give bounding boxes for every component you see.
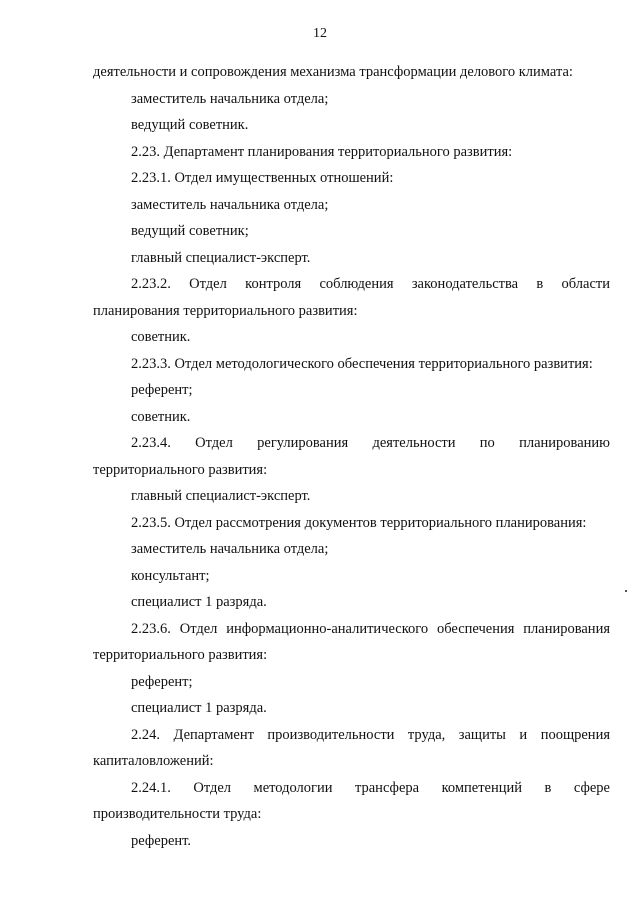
text-line: 2.23.4. Отдел регулирования деятельности по планированию [131, 435, 610, 451]
text-line: территориального развития: [93, 647, 268, 663]
text-line: заместитель начальника отдела; [131, 196, 329, 213]
text-line: референт. [131, 832, 192, 849]
text-line: 2.23. Департамент планирования территориального развития: [131, 143, 513, 160]
text-line: 2.23.5. Отдел рассмотрения документов территориального планирования: [131, 514, 587, 531]
text-line: 2.24. Департамент производительности труда, защиты и поощрения [131, 726, 610, 743]
text-line: 2.23.3. Отдел методологического обеспечения территориального развития: [131, 355, 593, 372]
text-line: советник. [131, 408, 191, 425]
text-line: референт; [131, 673, 193, 690]
text-line: советник. [131, 329, 191, 345]
text-line: производительности труда: [93, 806, 262, 822]
text-line: 2.23.6. Отдел информационно-аналитического обеспечения планирования [131, 620, 610, 637]
text-line: территориального развития: [93, 461, 268, 478]
text-line: референт; [131, 382, 193, 398]
text-line: 2.23.2. Отдел контроля соблюдения законодательства в области [131, 276, 610, 292]
scan-speck [625, 590, 627, 592]
text-line: 2.24.1. Отдел методологии трансфера компетенций в сфере [131, 779, 610, 796]
document-body [93, 59, 610, 854]
text-line: главный специалист-эксперт. [131, 488, 311, 504]
text-line: главный специалист-эксперт. [131, 249, 311, 266]
text-line: ведущий советник; [131, 223, 249, 239]
text-line: деятельности и сопровождения механизма трансформации делового климата: [93, 64, 573, 80]
text-line: специалист 1 разряда. [131, 594, 267, 610]
text-line: заместитель начальника отдела; [131, 541, 329, 557]
text-line: капиталовложений: [93, 753, 214, 769]
text-line: планирования территориального развития: [93, 302, 358, 319]
page-number: 12 [313, 26, 327, 41]
text-line: ведущий советник. [131, 117, 249, 133]
text-line: 2.23.1. Отдел имущественных отношений: [131, 170, 394, 186]
text-line: консультант; [131, 567, 210, 584]
text-line: специалист 1 разряда. [131, 700, 267, 716]
text-line: заместитель начальника отдела; [131, 90, 329, 107]
